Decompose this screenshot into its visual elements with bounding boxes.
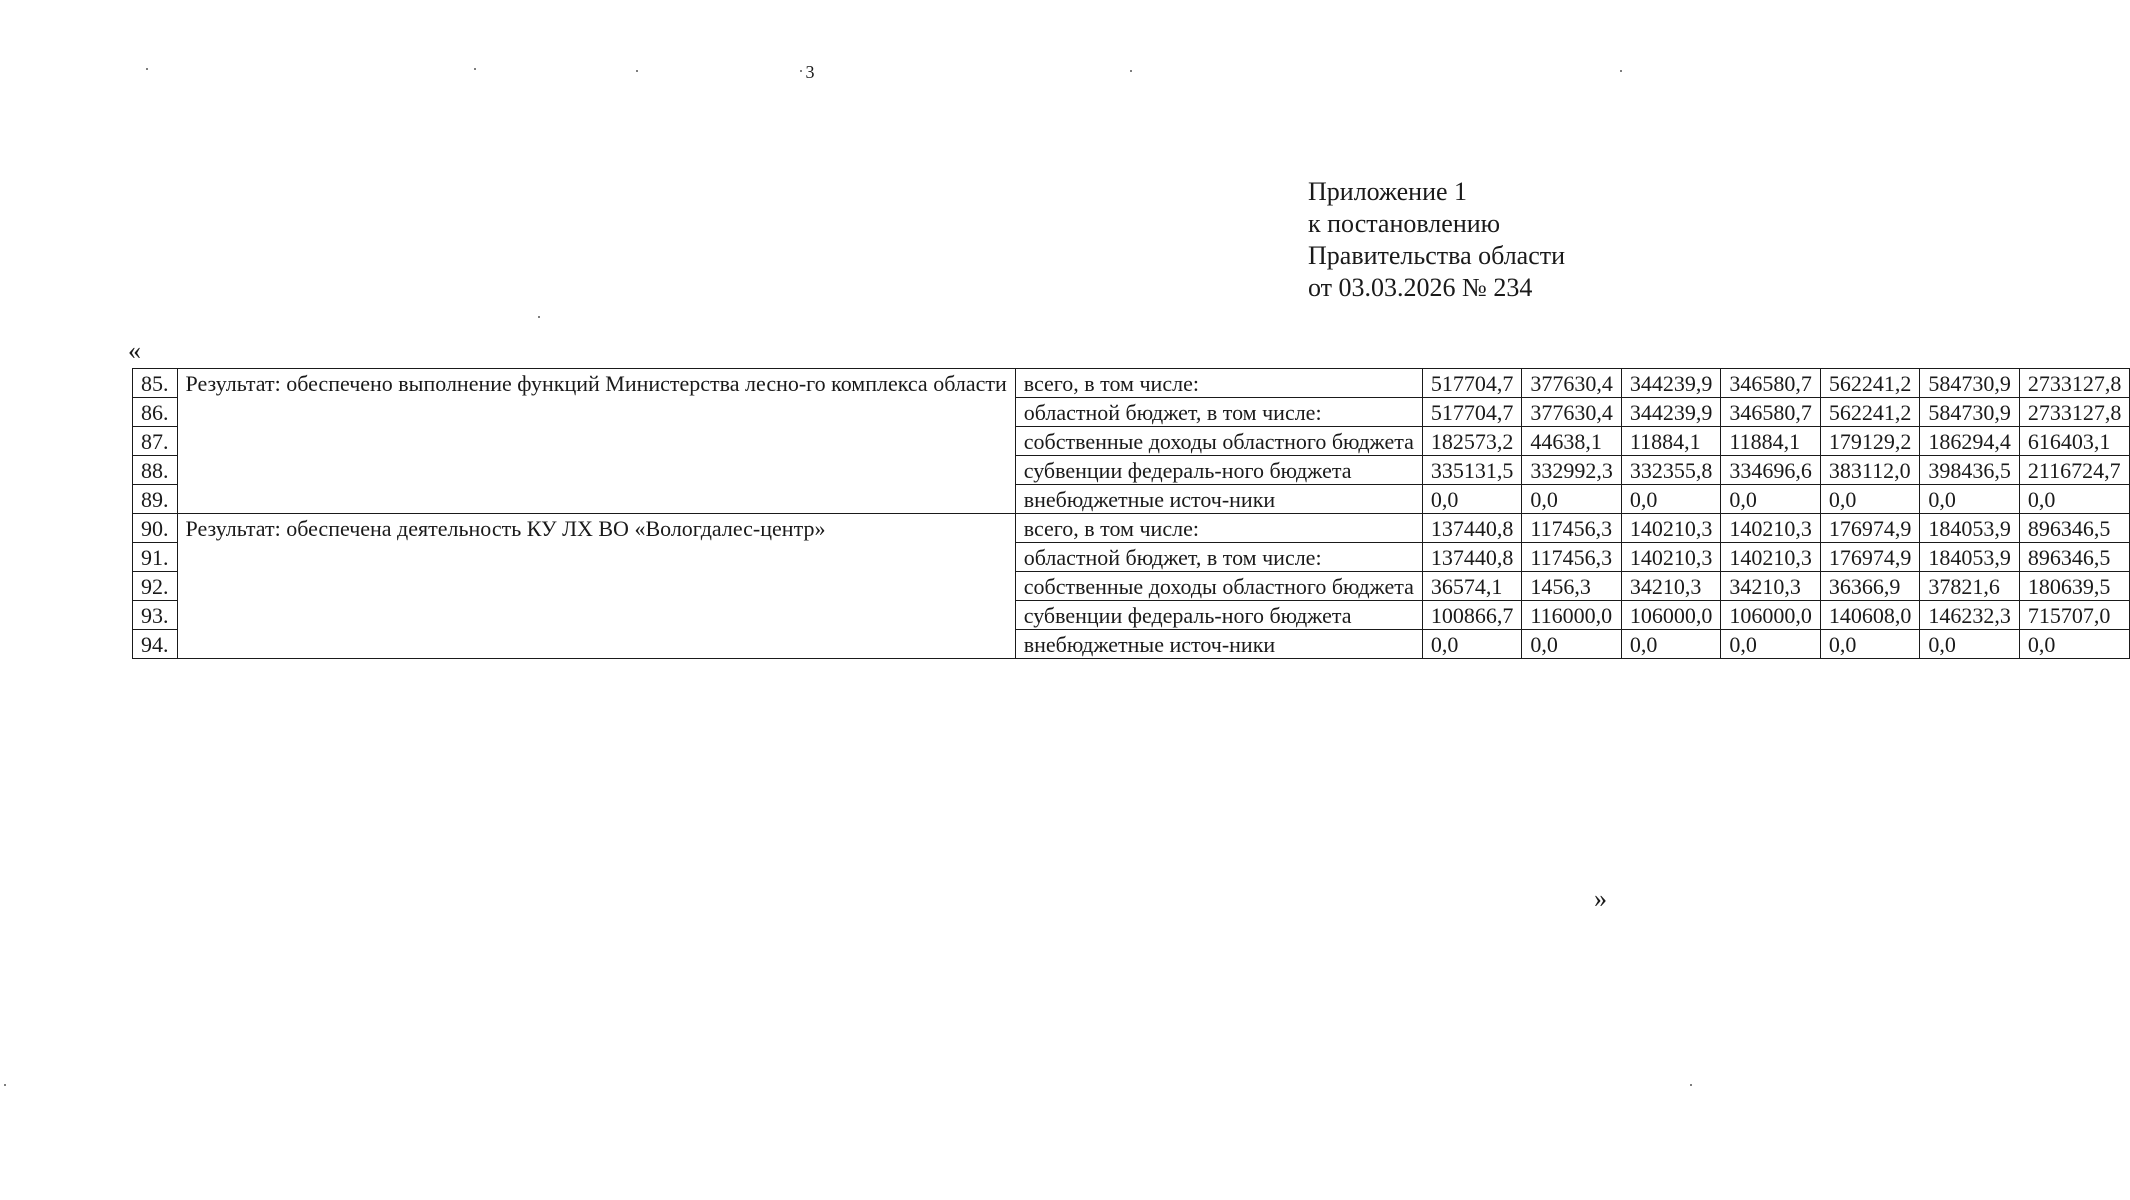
amount-cell: 176974,9	[1820, 543, 1920, 572]
funding-source: субвенции федераль-ного бюджета	[1015, 456, 1422, 485]
amount-cell: 106000,0	[1721, 601, 1821, 630]
amount-cell: 335131,5	[1422, 456, 1522, 485]
amount-cell: 137440,8	[1422, 543, 1522, 572]
amount-cell: 184053,9	[1920, 514, 2020, 543]
scan-speck	[1130, 70, 1132, 72]
appendix-header	[1308, 176, 1565, 304]
page-number: 3	[805, 62, 815, 82]
amount-cell: 715707,0	[2019, 601, 2130, 630]
amount-cell: 37821,6	[1920, 572, 2020, 601]
opening-quote: «	[128, 336, 141, 365]
amount-cell: 2733127,8	[2019, 398, 2130, 427]
amount-cell: 36366,9	[1820, 572, 1920, 601]
amount-cell: 0,0	[2019, 630, 2130, 659]
amount-cell: 0,0	[1721, 630, 1821, 659]
amount-cell: 176974,9	[1820, 514, 1920, 543]
amount-cell: 517704,7	[1422, 398, 1522, 427]
amount-cell: 0,0	[1820, 630, 1920, 659]
scan-speck	[636, 70, 638, 72]
amount-cell: 0,0	[1920, 485, 2020, 514]
amount-cell: 0,0	[1621, 485, 1721, 514]
amount-cell: 377630,4	[1522, 398, 1622, 427]
scan-speck	[1690, 1084, 1692, 1086]
amount-cell: 140608,0	[1820, 601, 1920, 630]
amount-cell: 117456,3	[1522, 543, 1622, 572]
amount-cell: 116000,0	[1522, 601, 1622, 630]
amount-cell: 616403,1	[2019, 427, 2130, 456]
amount-cell: 377630,4	[1522, 369, 1622, 398]
amount-cell: 137440,8	[1422, 514, 1522, 543]
row-number: 86.	[133, 398, 178, 427]
result-description: Результат: обеспечена деятельность КУ ЛХ ВО «Вологдалес-центр»	[177, 514, 1015, 659]
amount-cell: 0,0	[2019, 485, 2130, 514]
amount-cell: 184053,9	[1920, 543, 2020, 572]
amount-cell: 36574,1	[1422, 572, 1522, 601]
amount-cell: 0,0	[1920, 630, 2020, 659]
amount-cell: 0,0	[1820, 485, 1920, 514]
closing-quote: »	[1594, 884, 1607, 913]
amount-cell: 34210,3	[1621, 572, 1721, 601]
scan-speck	[800, 70, 802, 72]
amount-cell: 0,0	[1522, 485, 1622, 514]
row-number: 88.	[133, 456, 178, 485]
amount-cell: 140210,3	[1721, 543, 1821, 572]
amount-cell: 0,0	[1621, 630, 1721, 659]
amount-cell: 332992,3	[1522, 456, 1622, 485]
row-number: 94.	[133, 630, 178, 659]
amount-cell: 0,0	[1522, 630, 1622, 659]
amount-cell: 562241,2	[1820, 369, 1920, 398]
amount-cell: 346580,7	[1721, 369, 1821, 398]
scan-speck	[1620, 70, 1622, 72]
row-number: 93.	[133, 601, 178, 630]
amount-cell: 332355,8	[1621, 456, 1721, 485]
table-row	[133, 514, 2130, 543]
amount-cell: 2733127,8	[2019, 369, 2130, 398]
budget-table	[132, 368, 2130, 659]
funding-source: внебюджетные источ-ники	[1015, 485, 1422, 514]
amount-cell: 896346,5	[2019, 543, 2130, 572]
amount-cell: 140210,3	[1621, 514, 1721, 543]
row-number: 89.	[133, 485, 178, 514]
appendix-line: Правительства области	[1308, 241, 1566, 270]
amount-cell: 180639,5	[2019, 572, 2130, 601]
amount-cell: 517704,7	[1422, 369, 1522, 398]
amount-cell: 346580,7	[1721, 398, 1821, 427]
amount-cell: 146232,3	[1920, 601, 2020, 630]
amount-cell: 584730,9	[1920, 369, 2020, 398]
amount-cell: 182573,2	[1422, 427, 1522, 456]
funding-source: внебюджетные источ-ники	[1015, 630, 1422, 659]
appendix-line: к постановлению	[1308, 209, 1501, 238]
amount-cell: 1456,3	[1522, 572, 1622, 601]
row-number: 91.	[133, 543, 178, 572]
scan-speck	[146, 68, 148, 70]
row-number: 87.	[133, 427, 178, 456]
funding-source: всего, в том числе:	[1015, 514, 1422, 543]
amount-cell: 140210,3	[1621, 543, 1721, 572]
amount-cell: 179129,2	[1820, 427, 1920, 456]
funding-source: собственные доходы областного бюджета	[1015, 572, 1422, 601]
amount-cell: 186294,4	[1920, 427, 2020, 456]
result-description: Результат: обеспечено выполнение функций Министерства лесно-го комплекса области	[177, 369, 1015, 514]
row-number: 85.	[133, 369, 178, 398]
funding-source: областной бюджет, в том числе:	[1015, 543, 1422, 572]
amount-cell: 0,0	[1721, 485, 1821, 514]
budget-table-body	[133, 369, 2130, 659]
scan-speck	[4, 1084, 6, 1086]
amount-cell: 11884,1	[1621, 427, 1721, 456]
funding-source: областной бюджет, в том числе:	[1015, 398, 1422, 427]
amount-cell: 896346,5	[2019, 514, 2130, 543]
row-number: 92.	[133, 572, 178, 601]
amount-cell: 334696,6	[1721, 456, 1821, 485]
amount-cell: 44638,1	[1522, 427, 1622, 456]
amount-cell: 584730,9	[1920, 398, 2020, 427]
amount-cell: 2116724,7	[2019, 456, 2130, 485]
amount-cell: 117456,3	[1522, 514, 1622, 543]
amount-cell: 383112,0	[1820, 456, 1920, 485]
amount-cell: 344239,9	[1621, 398, 1721, 427]
scan-speck	[474, 68, 476, 70]
amount-cell: 11884,1	[1721, 427, 1821, 456]
table-row	[133, 369, 2130, 398]
amount-cell: 140210,3	[1721, 514, 1821, 543]
scan-speck	[538, 316, 540, 318]
funding-source: собственные доходы областного бюджета	[1015, 427, 1422, 456]
funding-source: всего, в том числе:	[1015, 369, 1422, 398]
row-number: 90.	[133, 514, 178, 543]
amount-cell: 0,0	[1422, 630, 1522, 659]
amount-cell: 100866,7	[1422, 601, 1522, 630]
amount-cell: 106000,0	[1621, 601, 1721, 630]
amount-cell: 0,0	[1422, 485, 1522, 514]
appendix-line: от 03.03.2026 № 234	[1308, 273, 1533, 302]
amount-cell: 34210,3	[1721, 572, 1821, 601]
amount-cell: 398436,5	[1920, 456, 2020, 485]
funding-source: субвенции федераль-ного бюджета	[1015, 601, 1422, 630]
amount-cell: 344239,9	[1621, 369, 1721, 398]
amount-cell: 562241,2	[1820, 398, 1920, 427]
appendix-line: Приложение 1	[1308, 177, 1468, 206]
